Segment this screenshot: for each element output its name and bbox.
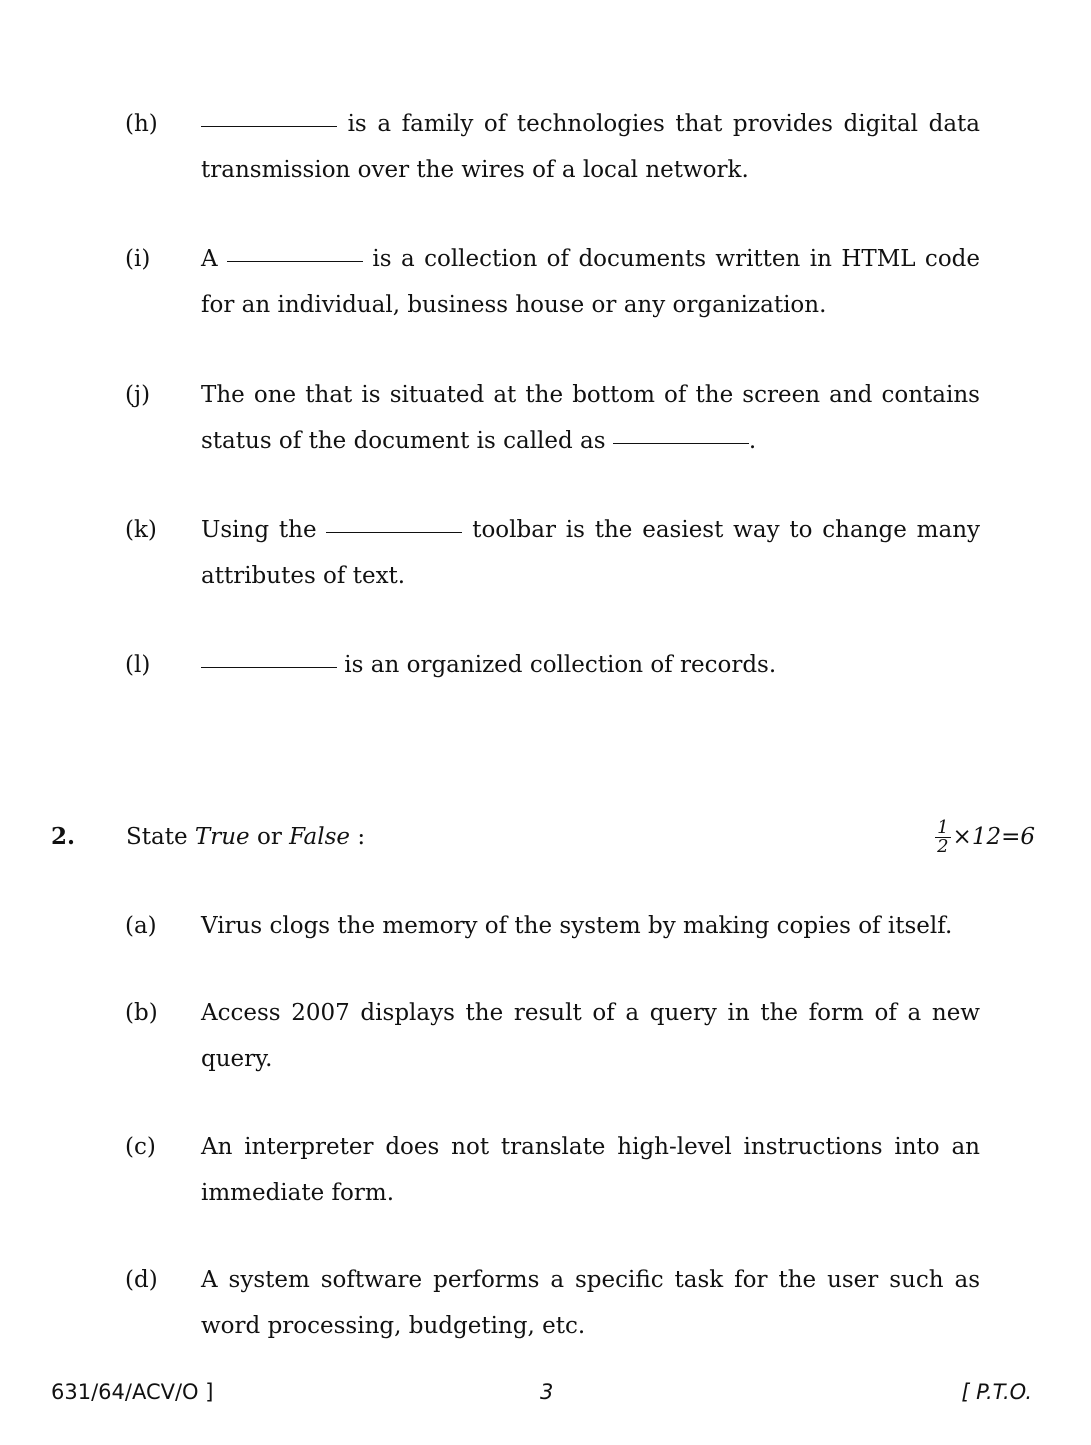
question-item-l (125, 642, 980, 688)
item-text: is a family of technologies that provides digital data transmission over the wires of a local network. (201, 111, 980, 183)
question-number: 2. (51, 823, 76, 850)
item-text: Virus clogs the memory of the system by making copies of itself. (201, 913, 953, 939)
answer-blank (201, 666, 337, 668)
item-label: (l) (125, 652, 151, 678)
true-false-item-b (125, 990, 980, 1082)
item-label: (d) (125, 1267, 158, 1293)
item-text: A system software performs a specific task for the user such as word processing, budgeting, etc. (201, 1267, 980, 1339)
item-label: (h) (125, 111, 158, 137)
item-text: is an organized collection of records. (201, 642, 980, 688)
page-footer (0, 1374, 1091, 1410)
question-2-heading (51, 816, 1041, 866)
answer-blank (326, 531, 462, 533)
item-text: Using the toolbar is the easiest way to change many attributes of text. (201, 517, 980, 589)
item-label: (b) (125, 1000, 158, 1026)
answer-blank (201, 125, 337, 127)
item-label: (i) (125, 246, 151, 272)
item-text: A is a collection of documents written in HTML code for an individual, business house or any organization. (201, 246, 980, 318)
true-false-item-c (125, 1124, 980, 1216)
question-stem: State True or False : (126, 824, 366, 850)
answer-blank (227, 260, 363, 262)
item-text: The one that is situated at the bottom of the screen and contains status of the document is called as . (201, 382, 980, 454)
question-item-h (125, 101, 980, 193)
item-label: (c) (125, 1134, 156, 1160)
marks-fraction: $\frac{1}{2}$ (937, 816, 949, 857)
item-label: (j) (125, 382, 151, 408)
marks-allocation: $\frac{1}{2}$ ×12=6 (937, 816, 1035, 857)
question-item-j (125, 372, 980, 464)
please-turn-over: [ P.T.O. (961, 1380, 1032, 1404)
question-item-i (125, 236, 980, 328)
paper-code: 631/64/ACV/O ] (51, 1380, 214, 1404)
answer-blank (613, 442, 749, 444)
item-label: (a) (125, 913, 157, 939)
question-item-k (125, 507, 980, 599)
item-text: An interpreter does not translate high-level instructions into an immediate form. (201, 1134, 980, 1206)
item-label: (k) (125, 517, 157, 543)
item-text: Access 2007 displays the result of a query in the form of a new query. (201, 1000, 980, 1072)
page-number: 3 (540, 1380, 554, 1404)
true-false-item-d (125, 1257, 980, 1349)
true-false-item-a (125, 903, 980, 949)
